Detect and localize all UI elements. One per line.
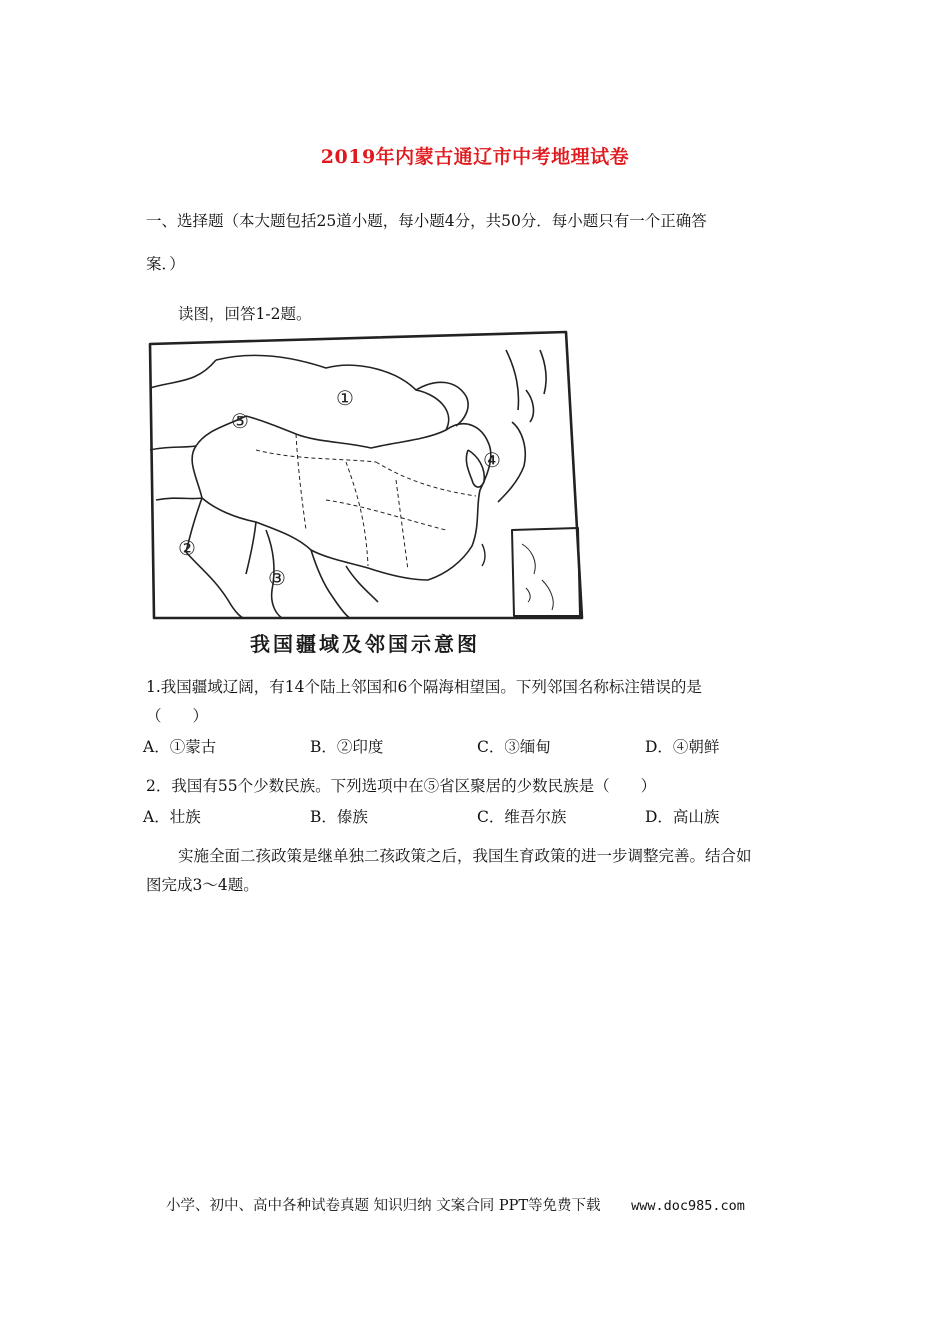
intro-2-line2: 图完成3～4题。: [146, 876, 259, 894]
q1-option-b: B．②印度: [310, 738, 384, 756]
map-caption: 我国疆域及邻国示意图: [250, 632, 480, 656]
q2-option-a: A．壮族: [143, 808, 201, 826]
intro-2-line1: 实施全面二孩政策是继单独二孩政策之后，我国生育政策的进一步调整完善。结合如: [178, 847, 752, 865]
map-intro: 读图，回答1-2题。: [178, 305, 312, 323]
section-heading-line2: 案．）: [146, 255, 185, 273]
question-1-bracket: （ ）: [146, 707, 209, 725]
china-neighbors-map: [146, 330, 586, 622]
page-title: 2019年内蒙古通辽市中考地理试卷: [320, 146, 630, 168]
q1-option-a: A．①蒙古: [143, 738, 217, 756]
section-heading-line1: 一、选择题（本大题包括25道小题，每小题4分，共50分．每小题只有一个正确答: [146, 212, 707, 230]
map-marker-4: ④: [483, 448, 501, 472]
q2-option-b: B．傣族: [310, 808, 368, 826]
question-1-options: [0, 735, 950, 757]
q1-option-d: D．④朝鲜: [645, 738, 720, 756]
footer-url[interactable]: www.doc985.com: [631, 1198, 745, 1214]
footer-text: 小学、初中、高中各种试卷真题 知识归纳 文案合同 PPT等免费下载: [166, 1198, 601, 1214]
map-marker-3: ③: [268, 566, 286, 590]
question-2-stem: 2．我国有55个少数民族。下列选项中在⑤省区聚居的少数民族是（ ）: [146, 777, 657, 795]
map-marker-1: ①: [336, 386, 354, 410]
q2-option-d: D．高山族: [645, 808, 720, 826]
map-marker-2: ②: [178, 536, 196, 560]
question-2-options: [0, 805, 950, 827]
map-marker-5: ⑤: [231, 409, 249, 433]
q2-option-c: C．维吾尔族: [477, 808, 567, 826]
footer: [166, 1194, 745, 1215]
q1-option-c: C．③缅甸: [477, 738, 551, 756]
question-1-stem: 1.我国疆域辽阔，有14个陆上邻国和6个隔海相望国。下列邻国名称标注错误的是: [146, 678, 702, 696]
